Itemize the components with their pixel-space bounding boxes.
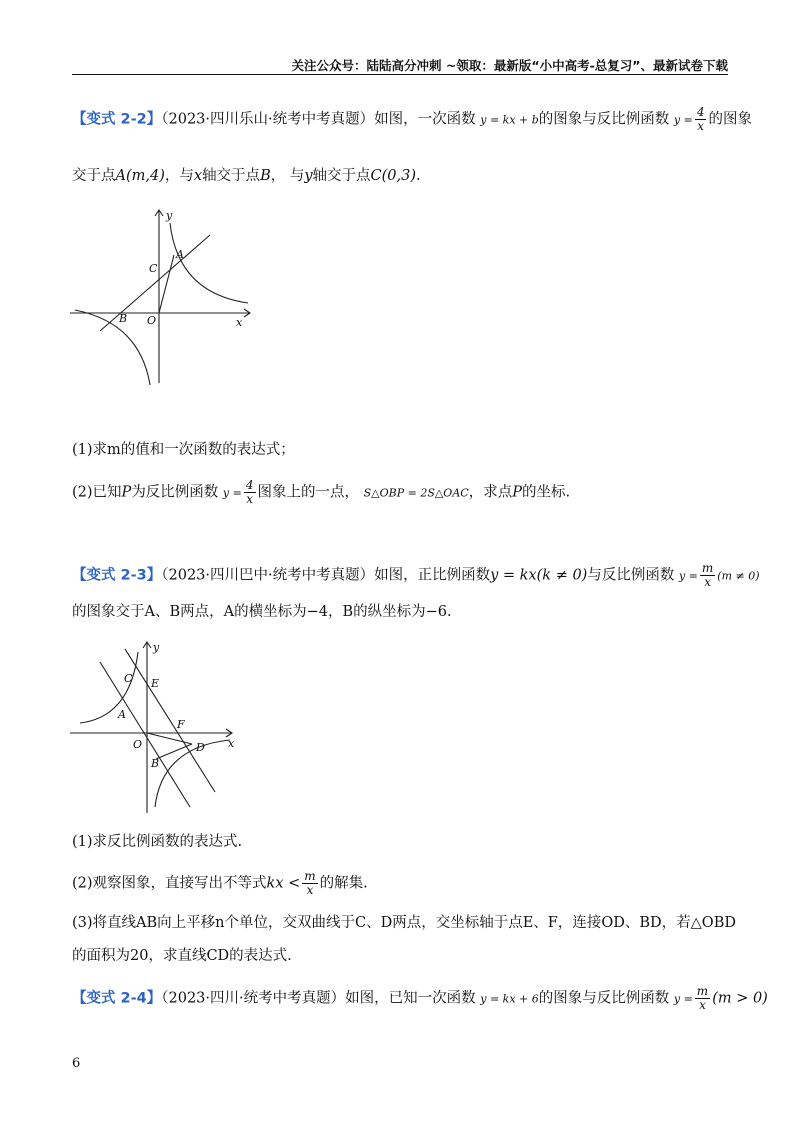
problem-2-3-line-1 xyxy=(72,562,760,589)
text: ，求点 xyxy=(468,484,513,501)
label-y: y xyxy=(153,641,160,654)
text: 轴交于点 xyxy=(202,168,261,184)
text: (2)观察图象，直接写出不等式 xyxy=(72,875,267,892)
segment-bd xyxy=(156,744,192,759)
text: 的图象与反比例函数 xyxy=(538,111,670,128)
problem-2-2-question-1: (1)求m的值和一次函数的表达式； xyxy=(72,442,295,458)
text: 轴交于点 xyxy=(312,168,371,184)
problem-2-3-question-3-line-1: (3)将直线AB向上平移n个单位，交双曲线于C、D两点，交坐标轴于点E、F，连接OD、BD，若△OBD xyxy=(72,915,736,931)
text: 的解集. xyxy=(319,875,368,892)
hyperbola-branch-1 xyxy=(170,223,248,303)
linear-equation: y = kx(k ≠ 0) xyxy=(490,567,588,584)
point-c: C(0,3) xyxy=(370,168,416,184)
figure-2-3 xyxy=(70,637,250,817)
problem-tag: 【变式 2-4】 xyxy=(72,990,162,1007)
problem-2-3-question-3-line-2: 的面积为20，求直线CD的表达式. xyxy=(72,948,292,964)
text: . xyxy=(416,168,421,184)
hyperbola-branch-1 xyxy=(80,652,138,723)
problem-tag: 【变式 2-2】 xyxy=(72,111,162,128)
function-y: y = xyxy=(673,113,693,127)
problem-2-3-question-2 xyxy=(72,870,368,897)
label-o: O xyxy=(133,738,143,751)
hyperbola-branch-2 xyxy=(155,740,230,807)
segment-od xyxy=(147,733,192,744)
function-y: y = xyxy=(678,569,698,583)
problem-2-3-question-1: (1)求反比例函数的表达式. xyxy=(72,834,243,850)
fraction-denominator: x xyxy=(306,883,314,897)
problem-2-2-question-2 xyxy=(72,479,570,506)
label-d: D xyxy=(196,741,205,754)
problem-tag: 【变式 2-3】 xyxy=(72,567,162,584)
inequality: kx < xyxy=(266,875,301,892)
label-b: B xyxy=(119,312,128,325)
problem-2-3-line-2: 的图象交于A、B两点，A的横坐标为−4，B的纵坐标为−6. xyxy=(72,604,452,620)
linear-equation: y = kx + 6 xyxy=(480,992,539,1006)
label-c: C xyxy=(149,262,158,275)
label-a: A xyxy=(176,248,184,261)
linear-equation: y = kx + b xyxy=(480,113,539,127)
label-c: C xyxy=(124,672,133,685)
fraction-denominator: x xyxy=(704,575,711,589)
text: ，与 xyxy=(164,168,194,184)
var-b: B xyxy=(260,168,271,184)
label-e: E xyxy=(151,677,160,690)
fraction-denominator: x xyxy=(246,492,254,506)
text: 交于点 xyxy=(72,168,116,184)
page-number: 6 xyxy=(72,1056,81,1071)
var-p: P xyxy=(512,484,522,501)
problem-source: （2023·四川·统考中考真题）如图，已知一次函数 xyxy=(161,990,476,1007)
problem-2-2-line-1 xyxy=(72,106,752,133)
condition: (m > 0) xyxy=(712,990,768,1007)
label-b: B xyxy=(151,757,160,770)
text: 的图象与反比例函数 xyxy=(538,990,670,1007)
label-y: y xyxy=(166,209,173,222)
fraction-numerator: m xyxy=(701,561,714,575)
label-x: x xyxy=(236,316,243,329)
problem-source: （2023·四川巴中·统考中考真题）如图，正比例函数 xyxy=(161,567,491,584)
problem-2-2-line-2 xyxy=(72,166,421,186)
text: 图象上的一点， xyxy=(257,484,359,501)
label-f: F xyxy=(177,718,185,731)
fraction xyxy=(302,870,317,897)
fraction-denominator: x xyxy=(697,119,705,133)
point-a: A(m,4) xyxy=(115,168,165,184)
page-header: 关注公众号：陆陆高分冲刺 ~领取：最新版“小中高考-总复习”、最新试卷下载 xyxy=(291,58,728,73)
fraction-numerator: m xyxy=(304,869,316,883)
fraction xyxy=(695,985,710,1012)
text: 与反比例函数 xyxy=(587,567,675,584)
fraction xyxy=(244,479,256,506)
problem-2-4-line-1 xyxy=(72,985,768,1012)
text: (2)已知 xyxy=(72,484,122,501)
text: 的图象 xyxy=(708,111,752,128)
hyperbola-branch-2 xyxy=(75,310,150,385)
fraction xyxy=(700,562,715,589)
problem-source: （2023·四川乐山·统考中考真题）如图，一次函数 xyxy=(161,111,476,128)
function-y: y = xyxy=(222,486,242,500)
function-y: y = xyxy=(673,992,693,1006)
fraction-numerator: 4 xyxy=(696,105,705,119)
var-p: P xyxy=(121,484,132,501)
text: ， 与 xyxy=(270,168,305,184)
condition: (m ≠ 0) xyxy=(717,569,760,583)
fraction-denominator: x xyxy=(699,998,706,1012)
label-a: A xyxy=(118,708,126,721)
segment-oa xyxy=(159,255,174,313)
text: 为反比例函数 xyxy=(131,484,219,501)
header-rule xyxy=(72,74,728,75)
figure-2-2 xyxy=(70,205,260,390)
var-y: y xyxy=(304,168,313,184)
area-equation: S△OBP = 2S△OAC xyxy=(363,486,469,500)
label-o: O xyxy=(147,314,157,327)
label-x: x xyxy=(228,737,235,750)
fraction xyxy=(695,106,707,133)
var-x: x xyxy=(193,168,203,184)
fraction-numerator: 4 xyxy=(245,478,254,492)
text: 的坐标. xyxy=(521,484,571,501)
line-ab xyxy=(100,662,190,807)
fraction-numerator: m xyxy=(696,984,709,998)
line-cd xyxy=(125,649,215,792)
